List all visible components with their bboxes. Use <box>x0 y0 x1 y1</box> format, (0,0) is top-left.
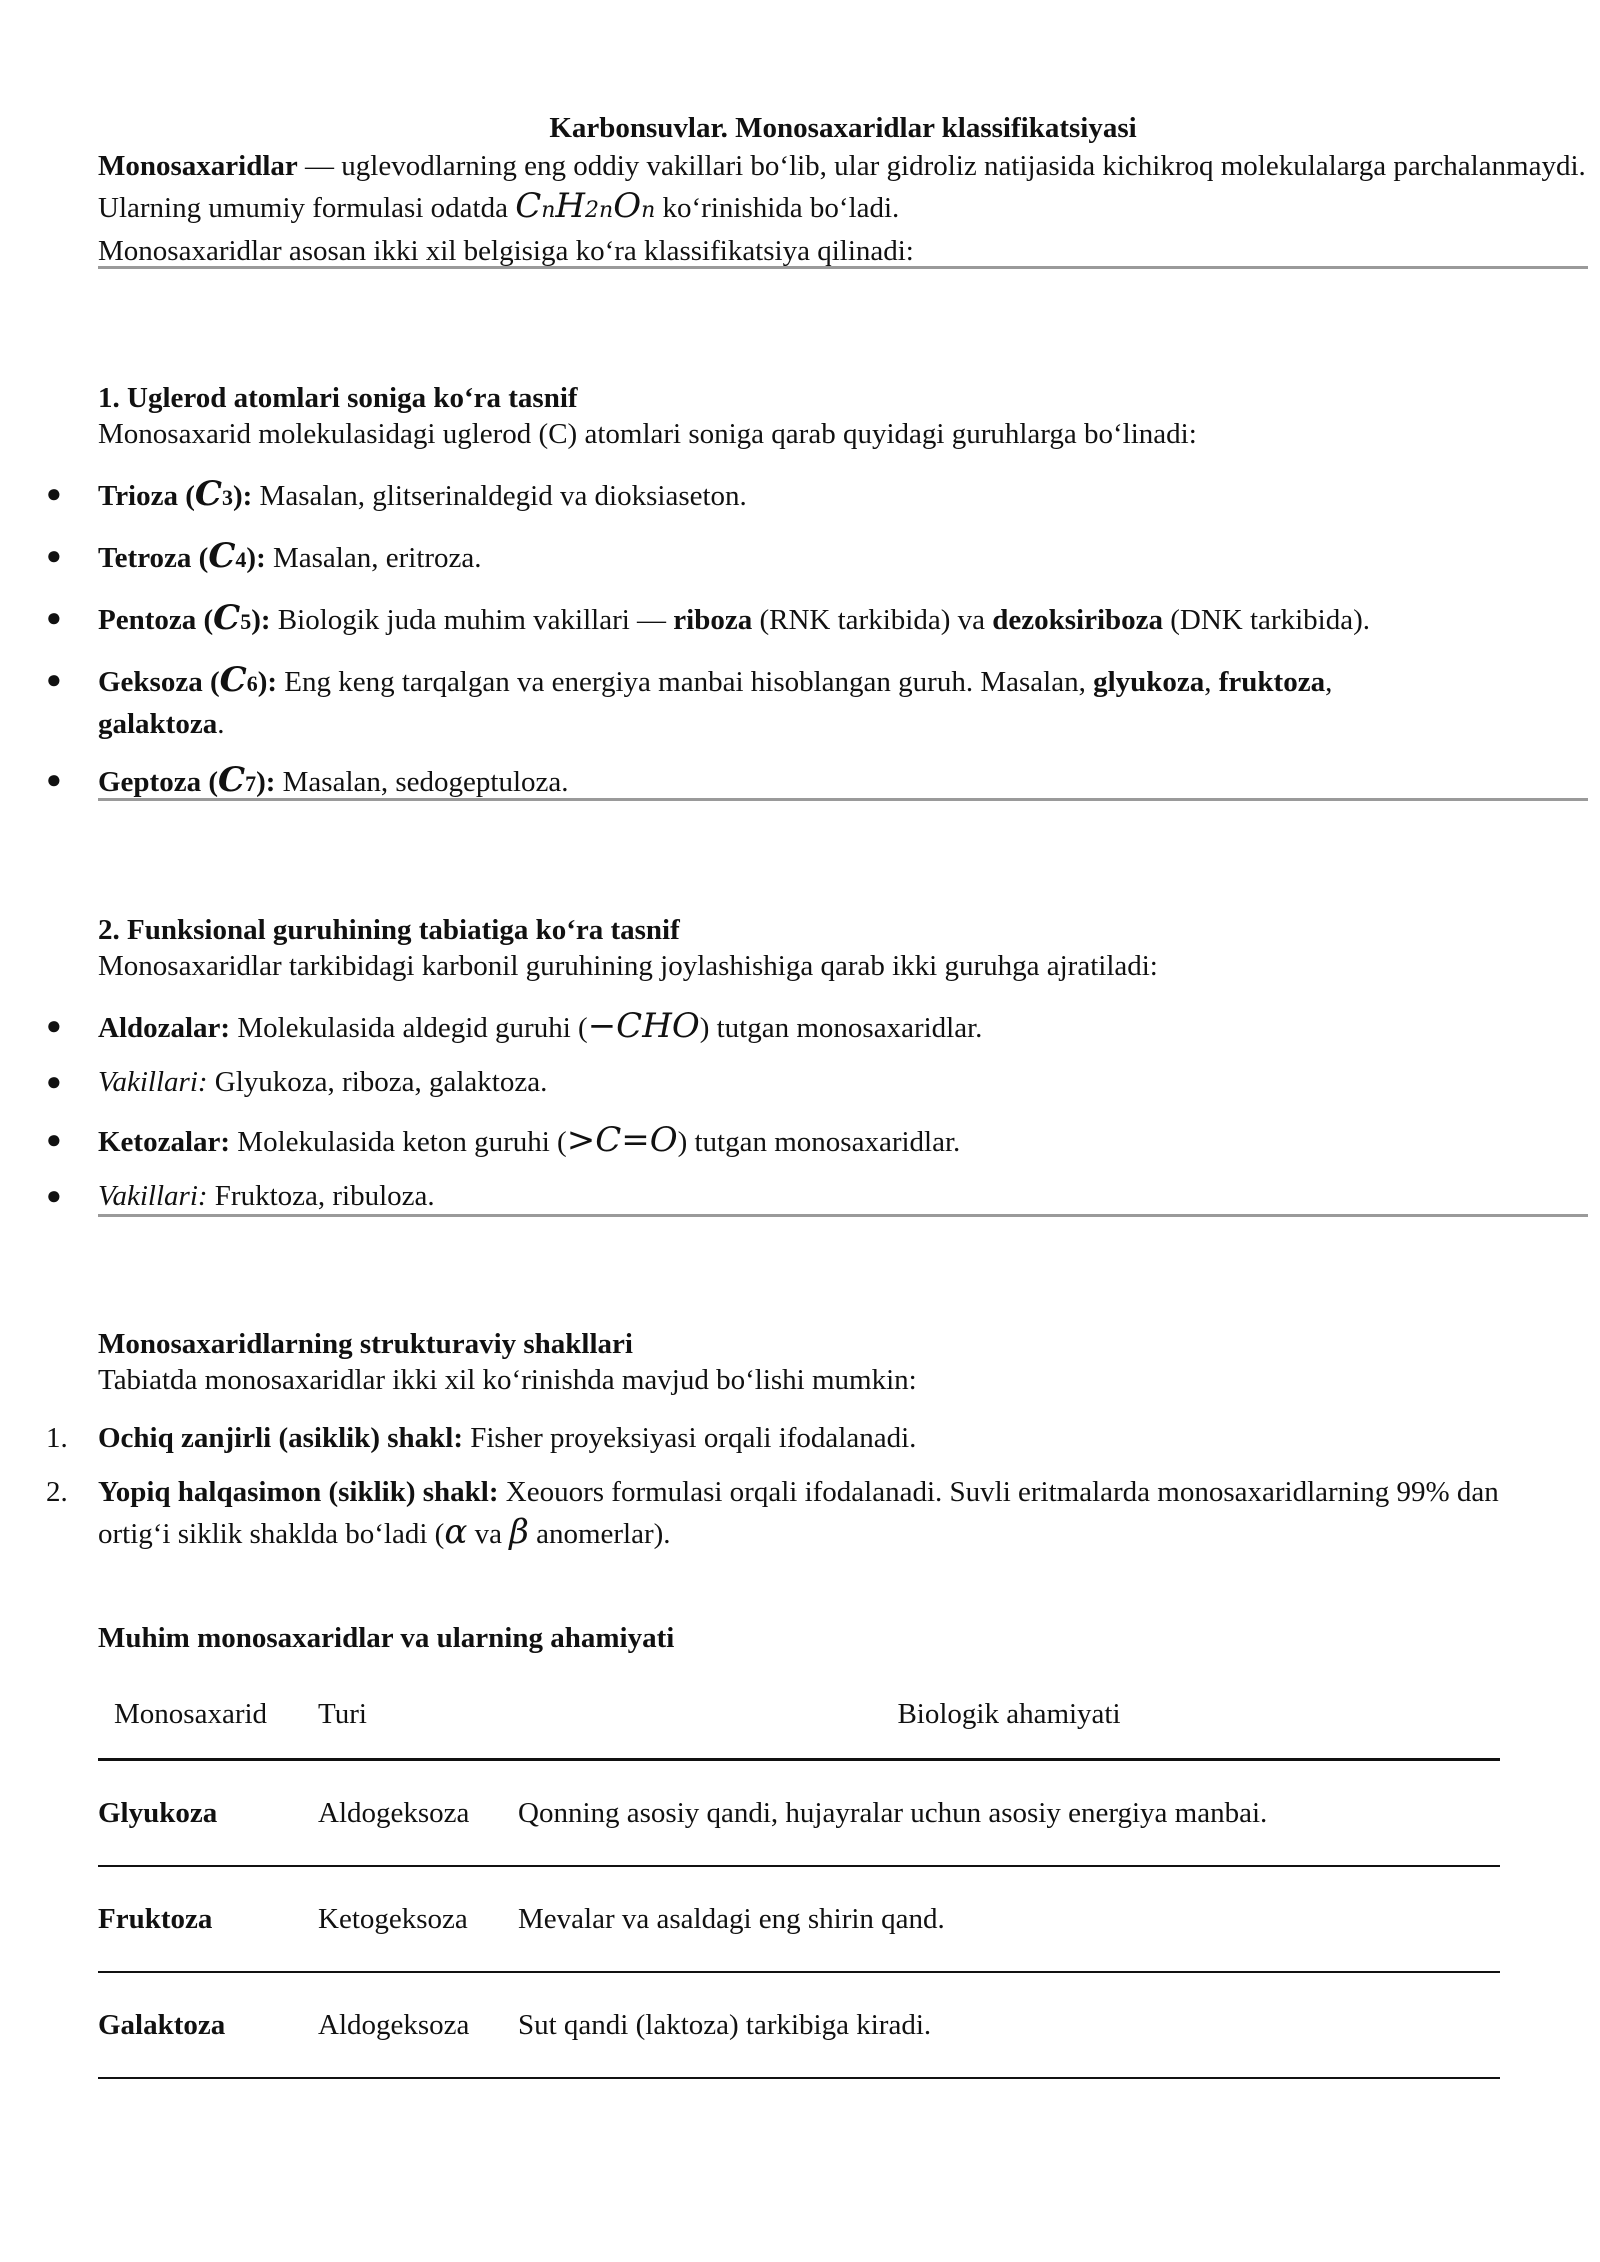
numbered-item: 2. Yopiq halqasimon (siklik) shakl: Xeouors formulasi orqali ifodalanadi. Suvli eritmalarda monosaxaridlarning 99% dan ortig‘i siklik shaklda bo‘ladi (α va β anomerlar). <box>46 1476 1499 1552</box>
bullet-icon: ● <box>46 1181 62 1210</box>
table-cell: Galaktoza <box>98 1972 318 2078</box>
column-header: Monosaxarid <box>98 1670 318 1760</box>
list-item: ● Aldozalar: Molekulasida aldegid guruhi (−CHO) tutgan monosaxaridlar. <box>46 1006 983 1046</box>
table-cell: Fruktoza <box>98 1866 318 1972</box>
table-row <box>98 1972 1500 2078</box>
table-cell: Aldogeksoza <box>318 1972 518 2078</box>
section1-heading: 1. Uglerod atomlari soniga ko‘ra tasnif <box>98 382 578 414</box>
table-cell: Qonning asosiy qandi, hujayralar uchun asosiy energiya manbai. <box>518 1760 1500 1867</box>
table-cell: Aldogeksoza <box>318 1760 518 1867</box>
section4-heading: Muhim monosaxaridlar va ularning ahamiyati <box>98 1622 675 1654</box>
bullet-icon: ● <box>46 1125 62 1154</box>
table-row <box>98 1760 1500 1867</box>
general-formula: CnH2nOn <box>515 186 656 226</box>
bullet-icon: ● <box>46 603 62 632</box>
table-cell: Ketogeksoza <box>318 1866 518 1972</box>
list-item: ● Pentoza (C5): Biologik juda muhim vakillari — riboza (RNK tarkibida) va dezoksiriboza (DNK tarkibida). <box>46 598 1370 638</box>
list-item: ● Vakillari: Glyukoza, riboza, galaktoza. <box>98 1062 1548 1102</box>
list-item: ● Tetroza (C4): Masalan, eritroza. <box>46 536 482 576</box>
column-header: Biologik ahamiyati <box>518 1670 1500 1760</box>
list-item: ● Ketozalar: Molekulasida keton guruhi (>C=O) tutgan monosaxaridlar. <box>46 1120 961 1160</box>
list-item: ● Vakillari: Fruktoza, ribuloza. <box>98 1176 1548 1216</box>
table-cell: Mevalar va asaldagi eng shirin qand. <box>518 1866 1500 1972</box>
bullet-icon: ● <box>46 479 62 508</box>
intro-term: Monosaxaridlar <box>98 150 298 182</box>
list-item: ● Trioza (C3): Masalan, glitserinaldegid va dioksiaseton. <box>46 474 747 514</box>
table-header-row <box>98 1670 1500 1760</box>
section2-heading: 2. Funksional guruhining tabiatiga ko‘ra tasnif <box>98 914 680 946</box>
intro-line-3: Monosaxaridlar asosan ikki xil belgisiga ko‘ra klassifikatsiya qilinadi: <box>98 235 914 267</box>
section-divider <box>98 266 1588 269</box>
intro-paragraph: Monosaxaridlar — uglevodlarning eng oddiy vakillari bo‘lib, ular gidroliz natijasida kichikroq molekulalarga parchalanmaydi. Ularning umumiy formulasi odatda CnH2nOn ko‘rinishida bo‘ladi. Monosaxaridlar asosan ikki xil belgisiga ko‘ra klassifikatsiya qilinadi: <box>98 146 1588 271</box>
monosaccharide-table <box>98 1670 1500 2079</box>
bullet-icon: ● <box>46 1067 62 1096</box>
section3-description: Tabiatda monosaxaridlar ikki xil ko‘rinishda mavjud bo‘lishi mumkin: <box>98 1364 917 1396</box>
table-row <box>98 1866 1500 1972</box>
table-cell: Glyukoza <box>98 1760 318 1867</box>
bullet-icon: ● <box>46 765 62 794</box>
section3-heading: Monosaxaridlarning strukturaviy shakllari <box>98 1328 633 1360</box>
section-divider <box>98 1214 1588 1217</box>
numbered-item: 1. Ochiq zanjirli (asiklik) shakl: Fisher proyeksiyasi orqali ifodalanadi. <box>46 1422 917 1454</box>
column-header: Turi <box>318 1670 518 1760</box>
document-title: Karbonsuvlar. Monosaxaridlar klassifikatsiyasi <box>549 112 1137 144</box>
bullet-icon: ● <box>46 1011 62 1040</box>
section-divider <box>98 798 1588 801</box>
bullet-icon: ● <box>46 541 62 570</box>
section2-description: Monosaxaridlar tarkibidagi karbonil guruhining joylashishiga qarab ikki guruhga ajratiladi: <box>98 950 1158 982</box>
bullet-icon: ● <box>46 665 62 694</box>
list-item: ● Geksoza (C6): Eng keng tarqalgan va energiya manbai hisoblangan guruh. Masalan, glyukoza, fruktoza, galaktoza. <box>46 660 1333 740</box>
table-cell: Sut qandi (laktoza) tarkibiga kiradi. <box>518 1972 1500 2078</box>
list-item: ● Geptoza (C7): Masalan, sedogeptuloza. <box>46 760 569 800</box>
section1-description: Monosaxarid molekulasidagi uglerod (C) atomlari soniga qarab quyidagi guruhlarga bo‘linadi: <box>98 418 1197 450</box>
